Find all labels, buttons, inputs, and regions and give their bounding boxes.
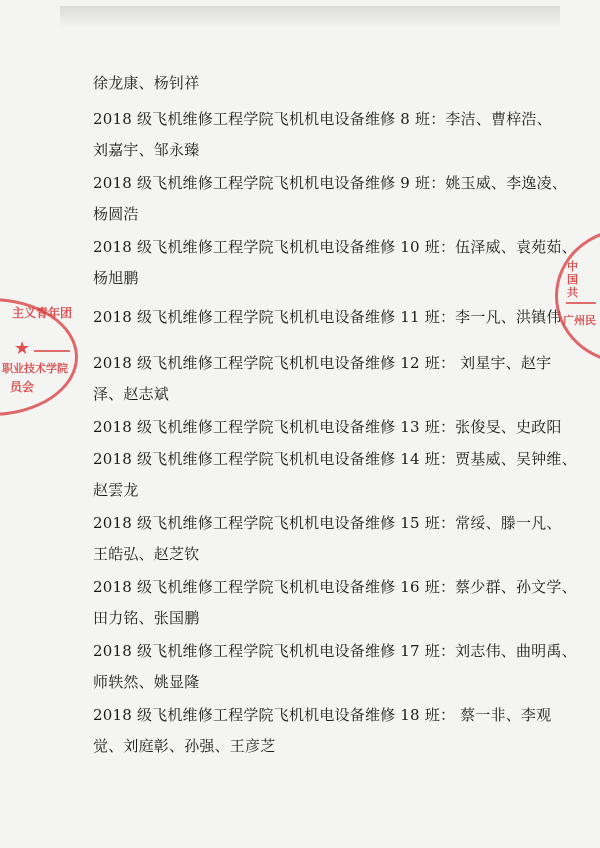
- text-line: 杨圆浩: [93, 205, 139, 223]
- text-line: 王皓弘、赵芝钦: [93, 545, 200, 563]
- text-line: 杨旭鹏: [93, 269, 139, 287]
- text-line: 田力铭、张国鹏: [93, 609, 200, 627]
- text-line: 2018 级飞机维修工程学院飞机机电设备维修 13 班：张俊旻、史政阳: [93, 418, 562, 436]
- text-line: 2018 级飞机维修工程学院飞机机电设备维修 11 班：李一凡、洪镇伟: [93, 308, 562, 326]
- text-line: 2018 级飞机维修工程学院飞机机电设备维修 9 班：姚玉威、李逸凌、: [93, 174, 568, 192]
- text-line: 2018 级飞机维修工程学院飞机机电设备维修 16 班：蔡少群、孙文学、: [93, 578, 577, 596]
- text-line: 赵雲龙: [93, 481, 139, 499]
- seal-right-line2: 广州民: [563, 314, 596, 327]
- text-line: 师轶然、姚显隆: [93, 673, 200, 691]
- seal-right-line1: 中国共: [567, 260, 578, 299]
- text-line: 2018 级飞机维修工程学院飞机机电设备维修 14 班：贾基威、吴钟维、: [93, 450, 577, 468]
- seal-left-line3: 员会: [10, 380, 35, 394]
- seal-divider: [566, 302, 596, 304]
- text-line: 泽、赵志斌: [93, 385, 170, 403]
- text-line: 刘嘉宇、邹永臻: [93, 141, 200, 159]
- text-line: 2018 级飞机维修工程学院飞机机电设备维修 17 班：刘志伟、曲明禹、: [93, 642, 577, 660]
- text-line: 觉、刘庭彰、孙强、王彦芝: [93, 737, 276, 755]
- text-line: 2018 级飞机维修工程学院飞机机电设备维修 10 班：伍泽威、袁苑茹、: [93, 238, 577, 256]
- seal-star-icon: ★: [14, 338, 31, 359]
- text-line: 2018 级飞机维修工程学院飞机机电设备维修 8 班：李洁、曹梓浩、: [93, 110, 552, 128]
- seal-left-line1: 主义青年团: [12, 306, 73, 320]
- seal-divider: [34, 350, 70, 352]
- text-line: 2018 级飞机维修工程学院飞机机电设备维修 15 班：常绥、滕一凡、: [93, 514, 562, 532]
- scan-smudge: [60, 6, 560, 28]
- seal-left-line2: 职业技术学院: [2, 362, 68, 375]
- text-line: 2018 级飞机维修工程学院飞机机电设备维修 18 班： 蔡一非、李观: [93, 706, 552, 724]
- text-line: 徐龙康、杨钊祥: [93, 74, 200, 92]
- text-line: 2018 级飞机维修工程学院飞机机电设备维修 12 班： 刘星宇、赵宇: [93, 354, 552, 372]
